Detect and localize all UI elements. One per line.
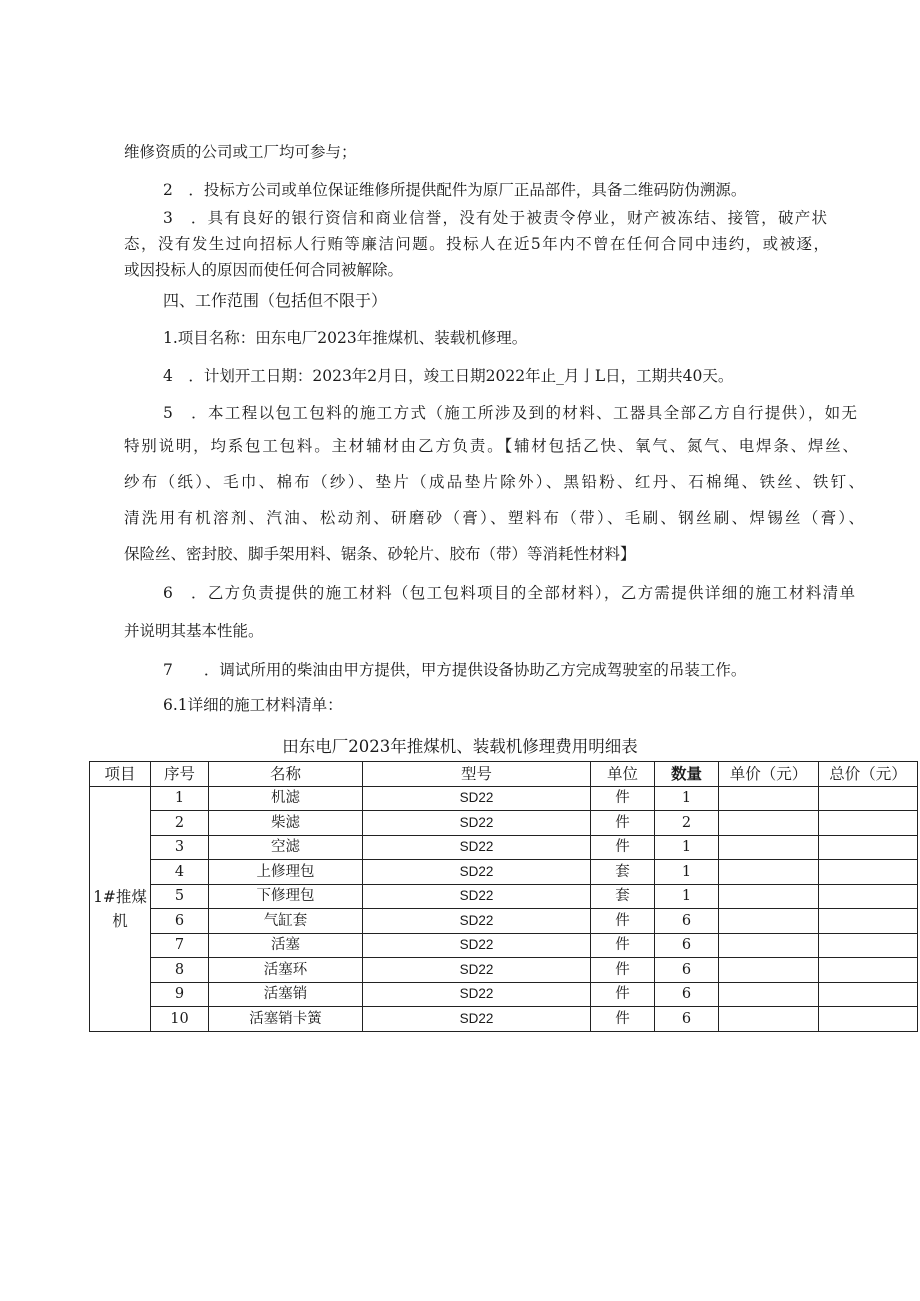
seq-cell: 3 <box>151 835 209 860</box>
scope-item-5-line-5: 保险丝、密封胶、脚手架用料、锯条、砂轮片、胶布（带）等消耗性材料】 <box>124 545 636 563</box>
header-model: 型号 <box>363 762 591 787</box>
seq-cell: 10 <box>151 1007 209 1032</box>
seq-cell: 4 <box>151 860 209 885</box>
unit-cell: 套 <box>591 860 655 885</box>
seq-cell: 5 <box>151 884 209 909</box>
total-price-cell <box>819 860 918 885</box>
total-price-cell <box>819 933 918 958</box>
qty-cell: 6 <box>655 1007 719 1032</box>
table-row <box>90 884 918 909</box>
seq-cell: 9 <box>151 982 209 1007</box>
qty-cell: 1 <box>655 835 719 860</box>
model-cell: SD22 <box>363 884 591 909</box>
unit-price-cell <box>719 811 819 836</box>
qty-cell: 1 <box>655 884 719 909</box>
name-cell: 活塞环 <box>209 958 363 983</box>
name-cell: 空滤 <box>209 835 363 860</box>
table-row <box>90 811 918 836</box>
table-header-row <box>90 762 918 787</box>
table-title: 田东电厂2023年推煤机、装载机修理费用明细表 <box>282 737 638 756</box>
unit-cell: 件 <box>591 909 655 934</box>
table-row <box>90 860 918 885</box>
table-row <box>90 786 918 811</box>
unit-price-cell <box>719 835 819 860</box>
seq-cell: 2 <box>151 811 209 836</box>
seq-cell: 7 <box>151 933 209 958</box>
unit-cell: 件 <box>591 958 655 983</box>
unit-price-cell <box>719 933 819 958</box>
scope-item-1: 1.项目名称：田东电厂2023年推煤机、装载机修理。 <box>163 329 528 347</box>
scope-item-6-line-1: 6 ．乙方负责提供的施工材料（包工包料项目的全部材料），乙方需提供详细的施工材料清单 <box>163 584 855 602</box>
seq-cell: 8 <box>151 958 209 983</box>
header-unit: 单位 <box>591 762 655 787</box>
total-price-cell <box>819 811 918 836</box>
table-row <box>90 982 918 1007</box>
header-name: 名称 <box>209 762 363 787</box>
unit-price-cell <box>719 1007 819 1032</box>
seq-cell: 1 <box>151 786 209 811</box>
scope-item-7: 7 ．调试所用的柴油由甲方提供，甲方提供设备协助乙方完成驾驶室的吊装工作。 <box>163 661 747 679</box>
paragraph-item-3-line-1: 3 ．具有良好的银行资信和商业信誉，没有处于被责令停业，财产被冻结、接管，破产状 <box>163 209 827 227</box>
scope-item-5-line-2: 特别说明，均系包工包料。主材辅材由乙方负责。【辅材包括乙快、氧气、氮气、电焊条、焊丝、 <box>124 437 858 455</box>
unit-cell: 件 <box>591 982 655 1007</box>
total-price-cell <box>819 982 918 1007</box>
material-list-heading: 6.1详细的施工材料清单： <box>163 696 343 714</box>
total-price-cell <box>819 958 918 983</box>
paragraph-item-3-line-2: 态，没有发生过向招标人行贿等廉洁问题。投标人在近5年内不曾在任何合同中违约，或被逐， <box>124 235 829 253</box>
total-price-cell <box>819 909 918 934</box>
model-cell: SD22 <box>363 982 591 1007</box>
name-cell: 柴滤 <box>209 811 363 836</box>
scope-item-4: 4 ．计划开工日期：2023年2月日，竣工日期2022年止_月亅L日，工期共40天。 <box>163 367 734 385</box>
model-cell: SD22 <box>363 933 591 958</box>
unit-price-cell <box>719 786 819 811</box>
unit-price-cell <box>719 860 819 885</box>
unit-price-cell <box>719 909 819 934</box>
name-cell: 下修理包 <box>209 884 363 909</box>
unit-cell: 件 <box>591 811 655 836</box>
qty-cell: 1 <box>655 860 719 885</box>
unit-cell: 套 <box>591 884 655 909</box>
name-cell: 活塞销 <box>209 982 363 1007</box>
header-seq: 序号 <box>151 762 209 787</box>
header-project: 项目 <box>90 762 151 787</box>
qty-cell: 1 <box>655 786 719 811</box>
qty-cell: 6 <box>655 933 719 958</box>
paragraph-item-3-line-3: 或因投标人的原因而使任何合同被解除。 <box>124 261 404 279</box>
header-unit-price: 单价（元） <box>719 762 819 787</box>
total-price-cell <box>819 1007 918 1032</box>
header-total-price: 总价（元） <box>819 762 918 787</box>
table-row <box>90 1007 918 1032</box>
model-cell: SD22 <box>363 909 591 934</box>
qty-cell: 2 <box>655 811 719 836</box>
seq-cell: 6 <box>151 909 209 934</box>
unit-cell: 件 <box>591 835 655 860</box>
total-price-cell <box>819 835 918 860</box>
project-cell: 1#推煤机 <box>90 786 151 1031</box>
name-cell: 气缸套 <box>209 909 363 934</box>
unit-cell: 件 <box>591 1007 655 1032</box>
unit-price-cell <box>719 884 819 909</box>
paragraph-item-2: 2 ．投标方公司或单位保证维修所提供配件为原厂正品部件，具备二维码防伪溯源。 <box>163 181 747 199</box>
unit-cell: 件 <box>591 933 655 958</box>
scope-item-6-line-2: 并说明其基本性能。 <box>124 622 264 640</box>
qty-cell: 6 <box>655 909 719 934</box>
total-price-cell <box>819 786 918 811</box>
scope-item-5-line-1: 5 ．本工程以包工包料的施工方式（施工所涉及到的材料、工器具全部乙方自行提供），如无 <box>163 404 857 422</box>
name-cell: 上修理包 <box>209 860 363 885</box>
total-price-cell <box>819 884 918 909</box>
table-row <box>90 933 918 958</box>
model-cell: SD22 <box>363 835 591 860</box>
table-row <box>90 909 918 934</box>
section-4-heading: 四、工作范围（包括但不限于） <box>163 291 388 310</box>
model-cell: SD22 <box>363 1007 591 1032</box>
model-cell: SD22 <box>363 811 591 836</box>
qty-cell: 6 <box>655 982 719 1007</box>
paragraph-qualification-end: 维修资质的公司或工厂均可参与； <box>124 143 357 161</box>
table-row <box>90 835 918 860</box>
unit-price-cell <box>719 982 819 1007</box>
table-row <box>90 958 918 983</box>
model-cell: SD22 <box>363 958 591 983</box>
qty-cell: 6 <box>655 958 719 983</box>
scope-item-5-line-3: 纱布（纸）、毛巾、棉布（纱）、垫片（成品垫片除外）、黑铅粉、红丹、石棉绳、铁丝、铁钉、 <box>124 473 864 491</box>
unit-price-cell <box>719 958 819 983</box>
cost-detail-table <box>89 761 918 1032</box>
name-cell: 活塞销卡簧 <box>209 1007 363 1032</box>
header-qty: 数量 <box>655 762 719 787</box>
unit-cell: 件 <box>591 786 655 811</box>
scope-item-5-line-4: 清洗用有机溶剂、汽油、松动剂、研磨砂（膏）、塑料布（带）、毛刷、钢丝刷、焊锡丝（膏）、 <box>124 509 864 527</box>
name-cell: 活塞 <box>209 933 363 958</box>
name-cell: 机滤 <box>209 786 363 811</box>
model-cell: SD22 <box>363 860 591 885</box>
model-cell: SD22 <box>363 786 591 811</box>
